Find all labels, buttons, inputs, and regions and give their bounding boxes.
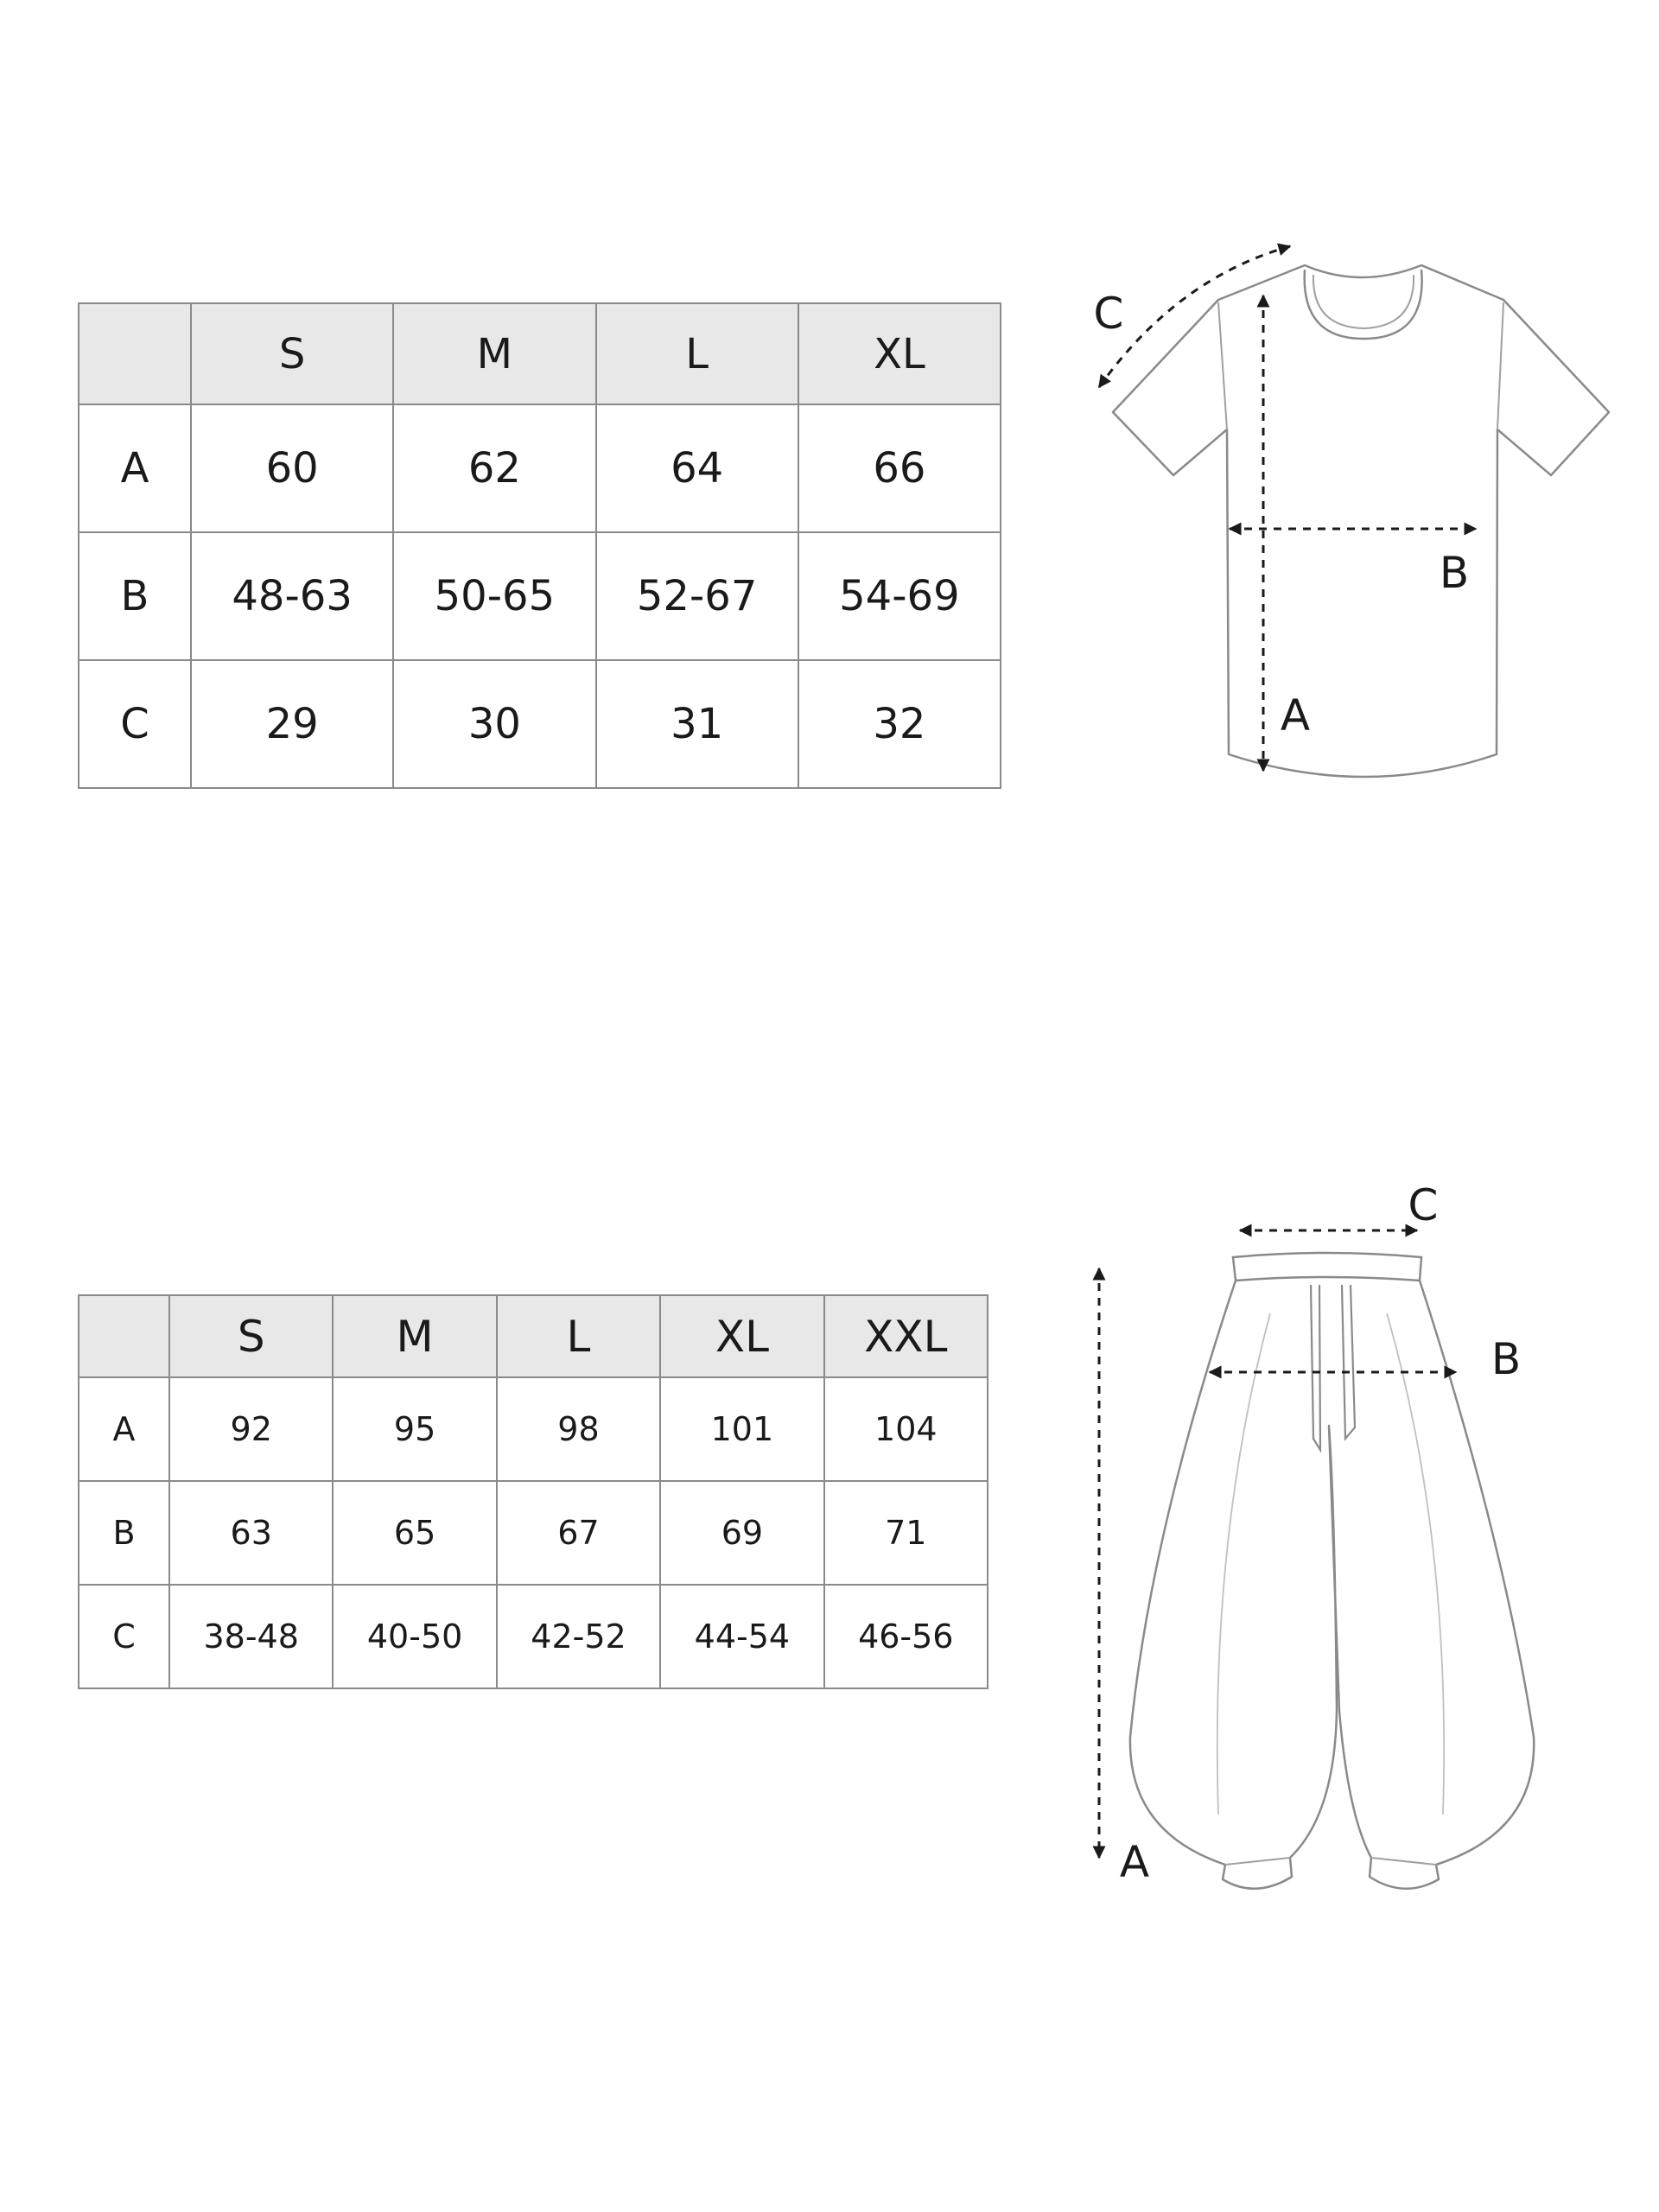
pants-row-label: A xyxy=(79,1377,169,1481)
shirt-header-l: L xyxy=(596,303,798,404)
pants-label-c: C xyxy=(1408,1180,1439,1230)
pants-header-m: M xyxy=(333,1295,496,1377)
shirt-cell: 62 xyxy=(393,404,595,532)
pants-label-b: B xyxy=(1491,1334,1522,1384)
pants-row-label: C xyxy=(79,1585,169,1688)
shirt-cell: 52-67 xyxy=(596,532,798,660)
pants-cell: 40-50 xyxy=(333,1585,496,1688)
shirt-row-label: A xyxy=(79,404,191,532)
tshirt-label-b: B xyxy=(1439,548,1470,598)
tshirt-sleeve-seam-right xyxy=(1497,302,1503,429)
pants-label-a: A xyxy=(1119,1837,1150,1887)
pants-cell: 98 xyxy=(497,1377,660,1481)
shirt-cell: 29 xyxy=(191,660,393,788)
tshirt-collar-inner xyxy=(1313,275,1414,328)
shirt-header-xl: XL xyxy=(798,303,1001,404)
pants-header-xl: XL xyxy=(660,1295,823,1377)
pants-cell: 92 xyxy=(169,1377,333,1481)
tshirt-outline xyxy=(1113,265,1609,777)
shirt-cell: 54-69 xyxy=(798,532,1001,660)
pants-pleat-right xyxy=(1387,1313,1444,1815)
pants-cell: 69 xyxy=(660,1481,823,1585)
pants-cell: 104 xyxy=(824,1377,988,1481)
tshirt-label-c: C xyxy=(1093,289,1124,339)
shirt-cell: 48-63 xyxy=(191,532,393,660)
tshirt-label-a: A xyxy=(1280,690,1311,741)
pants-cuff-left xyxy=(1225,1858,1290,1865)
pants-cell: 65 xyxy=(333,1481,496,1585)
shirt-cell: 31 xyxy=(596,660,798,788)
pants-cuff-right xyxy=(1371,1858,1436,1865)
tshirt-sleeve-arrow xyxy=(1099,246,1290,387)
shirt-row-label: C xyxy=(79,660,191,788)
pants-waistband xyxy=(1233,1253,1421,1281)
pants-header-xxl: XXL xyxy=(824,1295,988,1377)
shirt-cell: 30 xyxy=(393,660,595,788)
tshirt-diagram xyxy=(1094,246,1609,777)
shirt-cell: 66 xyxy=(798,404,1001,532)
pants-cell: 71 xyxy=(824,1481,988,1585)
shirt-cell: 60 xyxy=(191,404,393,532)
shirt-cell: 32 xyxy=(798,660,1001,788)
pants-cell: 44-54 xyxy=(660,1585,823,1688)
pants-drawstring-left xyxy=(1311,1285,1320,1450)
pants-drawstring-right xyxy=(1342,1285,1355,1439)
pants-header-l: L xyxy=(497,1295,660,1377)
shirt-cell: 64 xyxy=(596,404,798,532)
pants-header-s: S xyxy=(169,1295,333,1377)
pants-pleat-left xyxy=(1217,1313,1270,1815)
pants-cell: 42-52 xyxy=(497,1585,660,1688)
shirt-cell: 50-65 xyxy=(393,532,595,660)
pants-cell: 63 xyxy=(169,1481,333,1585)
tshirt-sleeve-seam-left xyxy=(1218,302,1227,429)
pants-diagram xyxy=(1099,1180,1534,1889)
shirt-header-m: M xyxy=(393,303,595,404)
pants-cell: 46-56 xyxy=(824,1585,988,1688)
shirt-header-s: S xyxy=(191,303,393,404)
pants-cell: 38-48 xyxy=(169,1585,333,1688)
shirt-row-label: B xyxy=(79,532,191,660)
pants-row-label: B xyxy=(79,1481,169,1585)
pants-cell: 101 xyxy=(660,1377,823,1481)
pants-cell: 67 xyxy=(497,1481,660,1585)
pants-cell: 95 xyxy=(333,1377,496,1481)
